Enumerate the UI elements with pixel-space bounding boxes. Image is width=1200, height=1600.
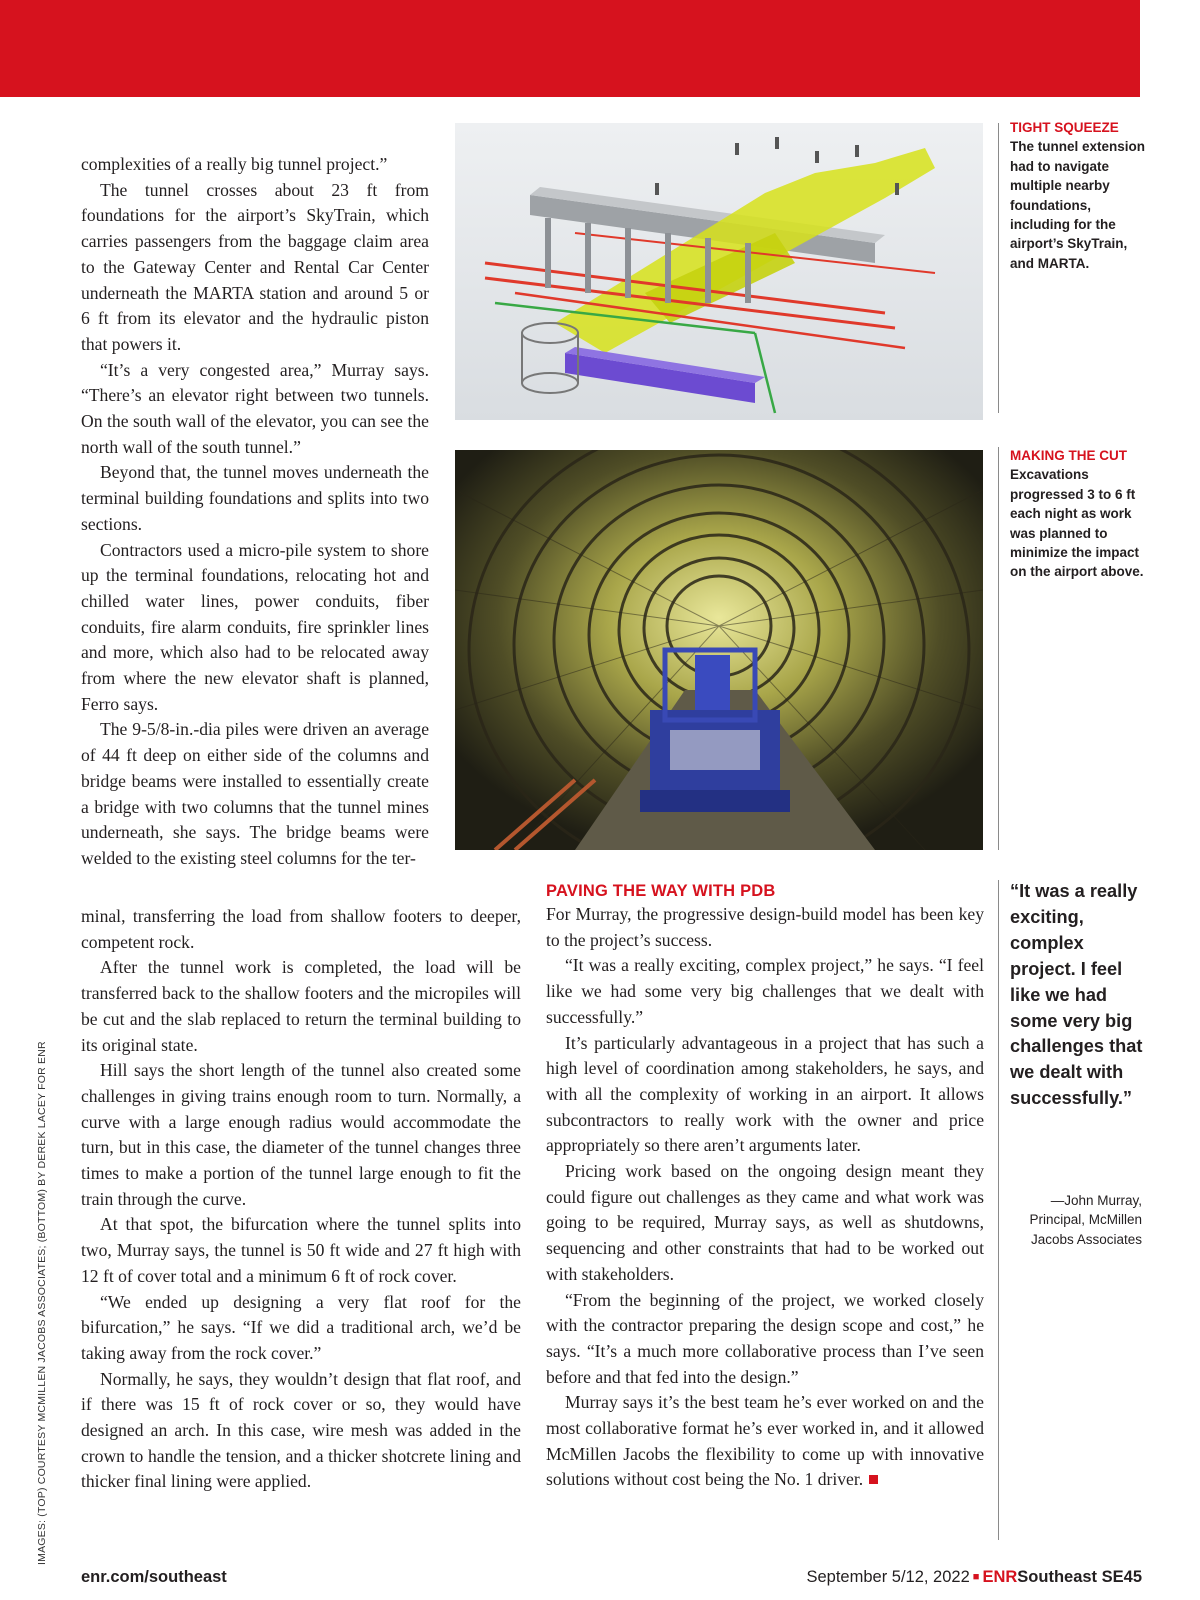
footer-url: enr.com/southeast	[81, 1568, 227, 1586]
paragraph-text: Murray says it’s the best team he’s ever worked on and the most collaborative format he’s ever worked in, and it allowed McMillen Jacobs the flexibility to come up with innovative solutions without cost being the No. 1 driver.	[546, 1392, 984, 1490]
footer-brand: ENR	[982, 1568, 1018, 1586]
header-color-bar	[0, 0, 1140, 97]
paragraph: Beyond that, the tunnel moves underneath the terminal building foundations and splits into two sections.	[81, 462, 429, 534]
footer-folio	[806, 1568, 1142, 1587]
tunnel-model-image	[455, 123, 983, 420]
paragraph: The tunnel crosses about 23 ft from foundations for the airport’s SkyTrain, which carries passengers from the baggage claim area to the Gateway Center and Rental Car Center underneath the MARTA station and around 5 or 6 ft from its elevator and the hydraulic piston that powers it.	[81, 179, 429, 354]
paragraph: Normally, he says, they wouldn’t design that flat roof, and if there was 15 ft of rock cover or so, they would have designed an arch. In this case, wire mesh was added in the crown to handle the tension, and a thicker shotcrete lining and thicker final lining were applied.	[81, 1368, 521, 1492]
caption-lead: MAKING THE CUT	[1010, 448, 1127, 463]
photo-credit: IMAGES: (TOP) COURTESY MCMILLEN JACOBS ASSOCIATES; (BOTTOM) BY DEREK LACEY FOR ENR	[36, 1041, 48, 1565]
caption-top	[1010, 118, 1145, 273]
paragraph: “From the beginning of the project, we worked closely with the contractor preparing the design scope and cost,” he says. “It’s a much more collaborative process than I’ve seen before and that fed into the design.”	[546, 1289, 984, 1387]
section-heading: PAVING THE WAY WITH PDB	[546, 882, 776, 900]
pullquote-attribution: —John Murray, Principal, McMillen Jacobs Associates	[1029, 1193, 1142, 1247]
caption-divider	[998, 447, 999, 850]
caption-text: Excavations progressed 3 to 6 ft each night as work was planned to minimize the impact on the airport above.	[1010, 467, 1144, 580]
body-column-right	[546, 902, 984, 1493]
paragraph: minal, transferring the load from shallow footers to deeper, competent rock.	[81, 906, 521, 952]
paragraph: It’s particularly advantageous in a project that has such a high level of coordination among stakeholders, he says, and with all the complexity of working in an airport. It allows subcontractors to really work with the owner and price appropriately so there aren’t arguments later.	[546, 1032, 984, 1156]
paragraph: “It’s a very congested area,” Murray says. “There’s an elevator right between two tunnels. On the south wall of the elevator, you can see the north wall of the south tunnel.”	[81, 359, 429, 457]
paragraph: “We ended up designing a very flat roof for the bifurcation,” he says. “If we did a traditional arch, we’d be taking away from the rock cover.”	[81, 1291, 521, 1363]
body-column-left-lower	[81, 904, 521, 1495]
footer-date: September 5/12, 2022	[806, 1568, 970, 1586]
paragraph: At that spot, the bifurcation where the tunnel splits into two, Murray says, the tunnel is 50 ft wide and 27 ft high with 12 ft of cover total and a minimum 6 ft of rock cover.	[81, 1214, 521, 1286]
square-icon: ■	[972, 1571, 980, 1583]
tunnel-excavation-photo	[455, 450, 983, 850]
paragraph-last	[546, 1390, 984, 1493]
pullquote: “It was a really exciting, complex project. I feel like we had some very big challenges that we dealt with successfully.”	[1010, 881, 1143, 1109]
paragraph: Hill says the short length of the tunnel also created some challenges in giving trains enough room to turn. Normally, a curve with a large enough radius would accommodate the turn, but in this case, the diameter of the tunnel changes three times to make a portion of the tunnel large enough to fit the train through the curve.	[81, 1060, 521, 1209]
paragraph: For Murray, the progressive design-build model has been key to the project’s success.	[546, 904, 984, 950]
pullquote-divider	[998, 880, 999, 1540]
paragraph: The 9-5/8-in.-dia piles were driven an average of 44 ft deep on either side of the columns and bridge beams were installed to essentially create a bridge with two columns that the tunnel mines underneath, she says. The bridge beams were welded to the existing steel columns for the ter-	[81, 719, 429, 868]
paragraph: “It was a really exciting, complex project,” he says. “I feel like we had some very big challenges that we dealt with successfully.”	[546, 955, 984, 1027]
caption-text: The tunnel extension had to navigate multiple nearby foundations, including for the airport’s SkyTrain, and MARTA.	[1010, 139, 1146, 271]
paragraph: complexities of a really big tunnel project.”	[81, 154, 388, 174]
paragraph: After the tunnel work is completed, the load will be transferred back to the shallow footers and the micropiles will be cut and the slab replaced to return the terminal building to its original state.	[81, 957, 521, 1055]
caption-bottom	[1010, 446, 1145, 582]
end-mark-icon	[869, 1475, 878, 1484]
paragraph: Pricing work based on the ongoing design meant they could figure out challenges as they came and what work was going to be required, Murray says, as well as shutdowns, sequencing and other constraints that had to be worked out with stakeholders.	[546, 1161, 984, 1284]
caption-divider	[998, 123, 999, 413]
body-column-left-upper	[81, 152, 429, 872]
paragraph: Contractors used a micro-pile system to shore up the terminal foundations, relocating hot and chilled water lines, power conduits, fiber conduits, fire alarm conduits, fire sprinkler lines and more, which also had to be relocated away from where the new elevator shaft is planned, Ferro says.	[81, 539, 429, 714]
caption-lead: TIGHT SQUEEZE	[1010, 120, 1119, 135]
footer-section: Southeast SE45	[1017, 1568, 1142, 1586]
